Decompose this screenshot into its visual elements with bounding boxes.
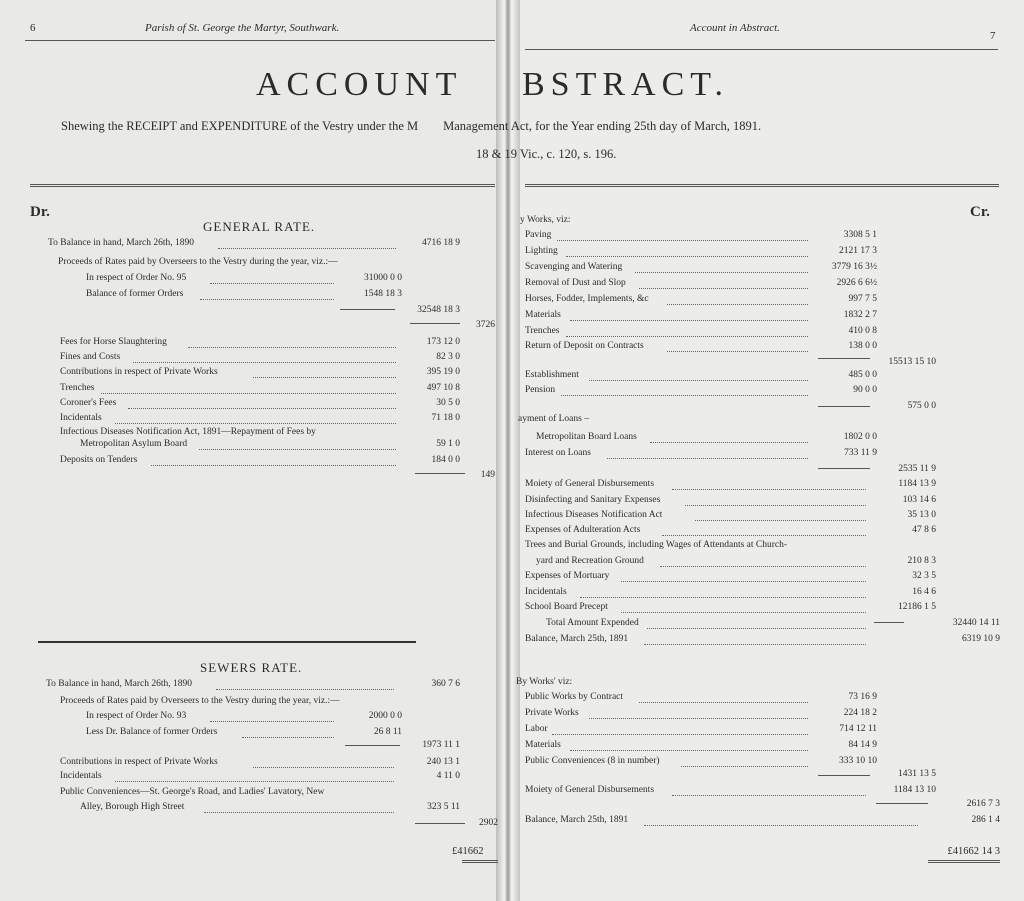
amount-total: 575 0 0 (907, 401, 936, 411)
row-label: ayment of Loans – (518, 414, 589, 424)
dot-leader (667, 304, 808, 305)
dot-leader (253, 767, 394, 768)
row-label: Horses, Fodder, Implements, &c (525, 294, 649, 304)
dr-label: Dr. (30, 204, 50, 220)
dot-leader (210, 721, 334, 722)
sum-rule (818, 406, 870, 407)
amount-total: 15513 15 10 (888, 357, 936, 367)
dot-leader (128, 408, 396, 409)
dot-leader (639, 702, 808, 703)
dot-leader (199, 449, 396, 450)
dot-leader (570, 750, 808, 751)
row-label: Contributions in respect of Private Works (60, 367, 218, 377)
amount-total: 210 8 3 (907, 556, 936, 566)
general-rate-heading: GENERAL RATE. (203, 219, 316, 234)
row-label: Contributions in respect of Private Works (60, 757, 218, 767)
row-label: Fees for Horse Slaughtering (60, 337, 167, 347)
amount-total: 1431 13 5 (898, 769, 936, 779)
dot-leader (557, 240, 808, 241)
amount-total: 35 13 0 (907, 510, 936, 520)
sewers-works-intro: By Works' viz: (516, 677, 573, 687)
dot-leader (607, 458, 808, 459)
amount: 3779 16 3½ (831, 262, 877, 272)
row-label: Alley, Borough High Street (80, 802, 185, 812)
dot-leader (253, 377, 396, 378)
row-label: Public Conveniences—St. George's Road, and Ladies' Lavatory, New (60, 787, 325, 797)
dot-leader (566, 336, 808, 337)
amount: 733 11 9 (844, 448, 877, 458)
left-total-rule (462, 860, 498, 863)
sum-rule (874, 622, 904, 623)
amount: 1802 0 0 (843, 432, 877, 442)
row-label: Expenses of Mortuary (525, 571, 610, 581)
amount-grand: 286 1 4 (971, 815, 1000, 825)
row-label: yard and Recreation Ground (536, 556, 644, 566)
row-label: Proceeds of Rates paid by Overseers to the Vestry during the year, viz.:— (58, 257, 338, 267)
amount: 73 16 9 (848, 692, 877, 702)
amount-inner: 2000 0 0 (368, 711, 402, 721)
amount-total: 12186 1 5 (898, 602, 936, 612)
dot-leader (561, 395, 808, 396)
sum-rule (415, 823, 465, 824)
row-label: Balance of former Orders (86, 289, 184, 299)
amount: 360 7 6 (431, 679, 460, 689)
amount-inner: 31000 0 0 (364, 273, 402, 283)
row-label: Removal of Dust and Slop (525, 278, 626, 288)
sum-rule (876, 803, 928, 804)
row-label: Establishment (525, 370, 579, 380)
dot-leader (621, 612, 866, 613)
sum-rule (818, 468, 870, 469)
amount: 82 3 0 (436, 352, 460, 362)
amount: 59 1 0 (436, 439, 460, 449)
row-label: Balance, March 25th, 1891 (525, 634, 629, 644)
amount-total: 1184 13 10 (893, 785, 936, 795)
amount: 71 18 0 (431, 413, 460, 423)
row-label: Lighting (525, 246, 558, 256)
amount-total: 47 8 6 (912, 525, 936, 535)
row-label: Interest on Loans (525, 448, 591, 458)
dot-leader (660, 566, 866, 567)
cr-label: Cr. (970, 204, 990, 220)
amount-grand: 2616 7 3 (966, 799, 1000, 809)
dot-leader (667, 351, 808, 352)
amount: 4716 18 9 (422, 238, 460, 248)
right-running-head: Account in Abstract. (690, 22, 780, 34)
dot-leader (133, 362, 396, 363)
dot-leader (621, 581, 866, 582)
row-label: In respect of Order No. 93 (86, 711, 187, 721)
dot-leader (210, 283, 334, 284)
row-label: Labor (525, 724, 548, 734)
amount-total: 103 14 6 (902, 495, 936, 505)
row-label: School Board Precept (525, 602, 608, 612)
dot-leader (672, 489, 866, 490)
amount-total: 1184 13 9 (898, 479, 936, 489)
row-label: Pension (525, 385, 556, 395)
amount: 138 0 0 (848, 341, 877, 351)
row-label: Materials (525, 740, 561, 750)
title-left: ACCOUNT (256, 66, 463, 103)
row-label: Paving (525, 230, 552, 240)
left-header-rule (25, 40, 495, 41)
amount: 224 18 2 (843, 708, 877, 718)
dot-leader (242, 737, 334, 738)
amount-total: 3726 (476, 320, 495, 330)
row-label: Balance, March 25th, 1891 (525, 815, 629, 825)
amount: 323 5 11 (427, 802, 460, 812)
row-label: Moiety of General Disbursements (525, 479, 655, 489)
dot-leader (115, 781, 394, 782)
row-label: Infectious Diseases Notification Act, 1891—Repayment of Fees by (60, 427, 316, 437)
dot-leader (639, 288, 808, 289)
dot-leader (662, 535, 866, 536)
row-label: Return of Deposit on Contracts (525, 341, 644, 351)
left-page-number: 6 (30, 22, 36, 34)
amount: 32548 18 3 (417, 305, 460, 315)
amount: 90 0 0 (853, 385, 877, 395)
amount: 4 11 0 (436, 771, 460, 781)
row-label: Trenches (60, 383, 95, 393)
sum-rule (340, 309, 395, 310)
amount-total: 149 (480, 470, 495, 480)
dot-leader (672, 795, 866, 796)
row-label: Materials (525, 310, 561, 320)
amount: 485 0 0 (848, 370, 877, 380)
row-label: Proceeds of Rates paid by Overseers to the Vestry during the year, viz.:— (60, 696, 340, 706)
dot-leader (151, 465, 396, 466)
dot-leader (566, 256, 808, 257)
amount-grand: 32440 14 11 (952, 618, 1000, 628)
dot-leader (204, 812, 394, 813)
sum-rule (345, 745, 400, 746)
dot-leader (647, 628, 866, 629)
row-label: Infectious Diseases Notification Act (525, 510, 663, 520)
row-label: To Balance in hand, March 26th, 1890 (46, 679, 193, 689)
row-label: Total Amount Expended (546, 618, 639, 628)
amount-total: 2902 (479, 818, 498, 828)
row-label: Fines and Costs (60, 352, 121, 362)
row-label: Incidentals (60, 771, 102, 781)
amount: 1973 11 1 (422, 740, 460, 750)
sum-rule (818, 775, 870, 776)
row-label: Incidentals (60, 413, 102, 423)
dot-leader (635, 272, 808, 273)
left-title-rule (30, 184, 495, 187)
amount: 184 0 0 (431, 455, 460, 465)
dot-leader (685, 505, 866, 506)
row-label: Public Works by Contract (525, 692, 624, 702)
amount-total: 16 4 6 (912, 587, 936, 597)
right-title-rule (525, 184, 999, 187)
dot-leader (101, 393, 396, 394)
amount-inner: 1548 18 3 (364, 289, 402, 299)
left-running-head: Parish of St. George the Martyr, Southwark. (145, 22, 340, 34)
dot-leader (188, 347, 396, 348)
dot-leader (650, 442, 808, 443)
section-divider (38, 641, 416, 643)
sum-rule (410, 323, 460, 324)
amount-total: 32 3 5 (912, 571, 936, 581)
right-header-rule (525, 49, 998, 50)
row-label: Public Conveniences (8 in number) (525, 756, 660, 766)
dot-leader (589, 380, 808, 381)
row-label: Trees and Burial Grounds, including Wages of Attendants at Church- (525, 540, 788, 550)
amount: 714 12 11 (839, 724, 877, 734)
amount-grand: 6319 10 9 (962, 634, 1000, 644)
row-label: Incidentals (525, 587, 567, 597)
row-label: Private Works (525, 708, 579, 718)
row-label: Coroner's Fees (60, 398, 117, 408)
amount: 997 7 5 (848, 294, 877, 304)
amount: 3308 5 1 (843, 230, 877, 240)
dot-leader (216, 689, 394, 690)
row-label: Expenses of Adulteration Acts (525, 525, 641, 535)
amount: 173 12 0 (426, 337, 460, 347)
dot-leader (552, 734, 808, 735)
left-grand-total: £41662 (452, 846, 484, 857)
row-label: Moiety of General Disbursements (525, 785, 655, 795)
amount: 395 19 0 (426, 367, 460, 377)
row-label: Trenches (525, 326, 560, 336)
dot-leader (570, 320, 808, 321)
dot-leader (218, 248, 396, 249)
title-right: BSTRACT. (522, 66, 730, 103)
row-label: Less Dr. Balance of former Orders (86, 727, 218, 737)
amount: 240 13 1 (426, 757, 460, 767)
row-label: Metropolitan Asylum Board (80, 439, 188, 449)
subtitle-act: 18 & 19 Vic., c. 120, s. 196. (476, 147, 617, 161)
right-total-rule (928, 860, 1000, 863)
amount-inner: 26 8 11 (373, 727, 402, 737)
dot-leader (580, 597, 866, 598)
dot-leader (681, 766, 808, 767)
amount: 410 0 8 (848, 326, 877, 336)
sewers-rate-heading: SEWERS RATE. (200, 660, 303, 675)
amount-total: 2535 11 9 (898, 464, 936, 474)
right-page-number: 7 (990, 30, 996, 42)
row-label: Scavenging and Watering (525, 262, 623, 272)
dot-leader (589, 718, 808, 719)
right-grand-total: £41662 14 3 (947, 846, 1000, 857)
works-intro: y Works, viz: (520, 215, 571, 225)
amount: 30 5 0 (436, 398, 460, 408)
amount: 1832 2 7 (843, 310, 877, 320)
row-label: Metropolitan Board Loans (536, 432, 637, 442)
dot-leader (695, 520, 866, 521)
sum-rule (415, 473, 465, 474)
row-label: Deposits on Tenders (60, 455, 138, 465)
amount: 497 10 8 (426, 383, 460, 393)
row-label: To Balance in hand, March 26th, 1890 (48, 238, 195, 248)
dot-leader (200, 299, 334, 300)
amount: 84 14 9 (848, 740, 877, 750)
dot-leader (115, 423, 396, 424)
dot-leader (644, 825, 918, 826)
amount: 2121 17 3 (839, 246, 877, 256)
subtitle: Shewing the RECEIPT and EXPENDITURE of the Vestry under the M Management Act, for the Year ending 25th day of March, 1891. (61, 119, 762, 133)
sum-rule (818, 358, 870, 359)
book-gutter (496, 0, 520, 901)
row-label: In respect of Order No. 95 (86, 273, 187, 283)
row-label: Disinfecting and Sanitary Expenses (525, 495, 661, 505)
amount: 333 10 10 (839, 756, 877, 766)
amount: 2926 6 6½ (836, 278, 877, 288)
dot-leader (644, 644, 866, 645)
